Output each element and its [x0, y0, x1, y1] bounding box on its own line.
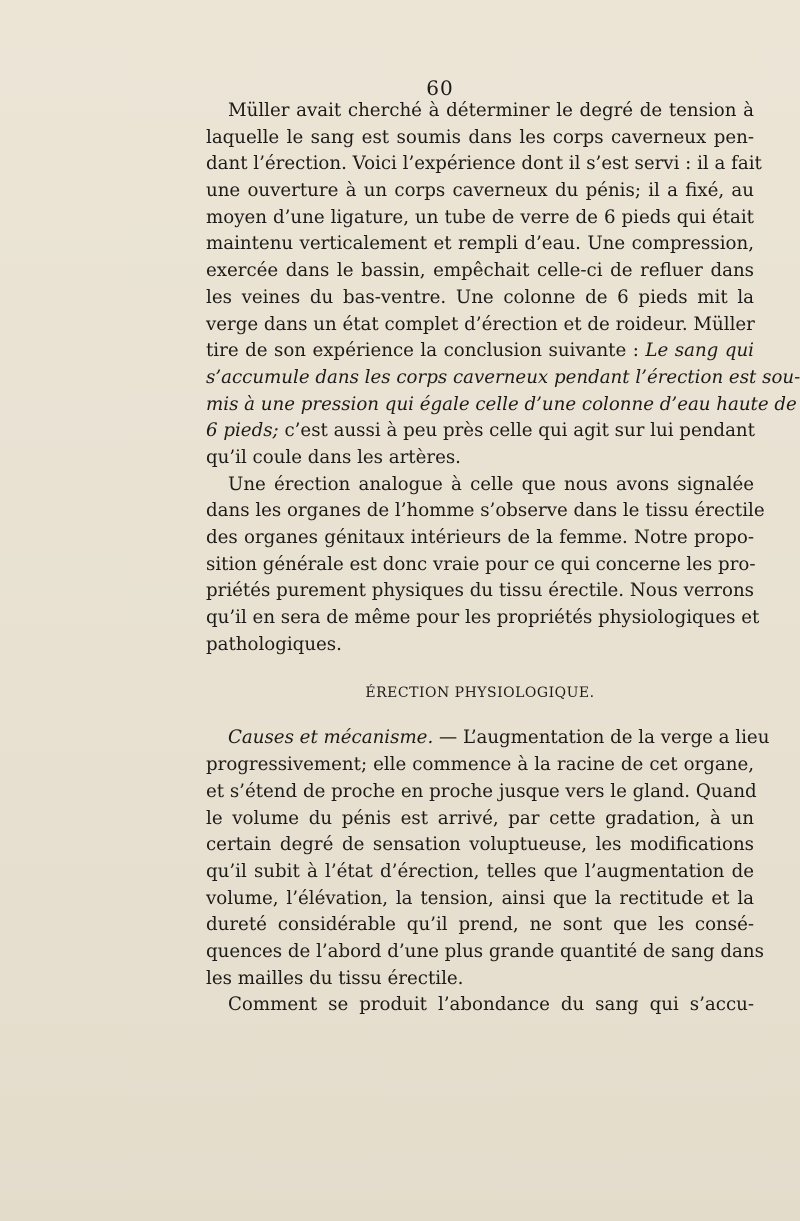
text-line: dans les organes de l’homme s’observe dans le tissu érectile [206, 500, 765, 522]
italic-quote: mis à une pression qui égale celle d’une colonne d’eau haute de [206, 393, 797, 415]
text-segment: — L’augmentation de la verge a lieu [433, 727, 770, 749]
text-line [206, 725, 770, 752]
text-line: pathologiques. [206, 633, 342, 655]
text-line: quences de l’abord d’une plus grande quantité de sang dans [206, 940, 764, 962]
text-line: les mailles du tissu érectile. [206, 967, 464, 989]
text-line: moyen d’une ligature, un tube de verre de 6 pieds qui était [206, 206, 754, 228]
text-line [206, 338, 754, 365]
text-line: sition générale est donc vraie pour ce qui concerne les pro- [206, 553, 756, 575]
text-line: Müller avait cherché à déterminer le degré de tension à [228, 100, 754, 121]
italic-quote: Le sang qui [645, 340, 754, 362]
text-line: qu’il subit à l’état d’érection, telles que l’augmentation de [206, 860, 754, 882]
text-line: le volume du pénis est arrivé, par cette gradation, à un [206, 807, 754, 829]
text-line: certain degré de sensation voluptueuse, les modifications [206, 834, 754, 856]
text-line: qu’il coule dans les artères. [206, 446, 461, 468]
text-line: exercée dans le bassin, empêchait celle-ci de refluer dans [206, 260, 754, 282]
text-line: priétés purement physiques du tissu érectile. Nous verrons [206, 580, 754, 602]
italic-quote: 6 pieds; [206, 420, 279, 442]
text-line: dant l’érection. Voici l’expérience dont il s’est servi : il a fait [206, 153, 762, 175]
text-line: progressivement; elle commence à la racine de cet organe, [206, 754, 754, 776]
text-line: des organes génitaux intérieurs de la femme. Notre propo- [206, 527, 754, 548]
text-line: et s’étend de proche en proche jusque vers le gland. Quand [206, 780, 757, 802]
text-line [206, 418, 754, 445]
text-line [206, 392, 797, 419]
text-line: volume, l’élévation, la tension, ainsi que la rectitude et la [206, 887, 754, 909]
page-number: 60 [426, 76, 454, 100]
text-line: Une érection analogue à celle que nous avons signalée [228, 473, 754, 495]
italic-quote: s’accumule dans les corps caverneux pendant l’érection est sou- [206, 366, 800, 388]
text-line [206, 365, 800, 392]
text-segment: tire de son expérience la conclusion suivante : [206, 340, 646, 362]
text-line: laquelle le sang est soumis dans les corps caverneux pen- [206, 126, 754, 148]
page-text [206, 98, 800, 1019]
text-line: les veines du bas-ventre. Une colonne de 6 pieds mit la [206, 286, 754, 308]
text-line: une ouverture à un corps caverneux du pénis; il a fixé, au [206, 180, 754, 202]
text-line: qu’il en sera de même pour les propriétés physiologiques et [206, 607, 760, 629]
text-line: dureté considérable qu’il prend, ne sont que les consé- [206, 914, 754, 936]
text-segment: c’est aussi à peu près celle qui agit sur lui pendant [278, 420, 755, 442]
section-heading: ÉRECTION PHYSIOLOGIQUE. [365, 685, 595, 702]
italic-subtitle: Causes et mécanisme. [228, 727, 434, 749]
text-line: Comment se produit l’abondance du sang qui s’accu- [228, 994, 754, 1016]
text-line: verge dans un état complet d’érection et de roideur. Müller [206, 313, 755, 335]
text-line: maintenu verticalement et rempli d’eau. Une compression, [206, 233, 754, 255]
